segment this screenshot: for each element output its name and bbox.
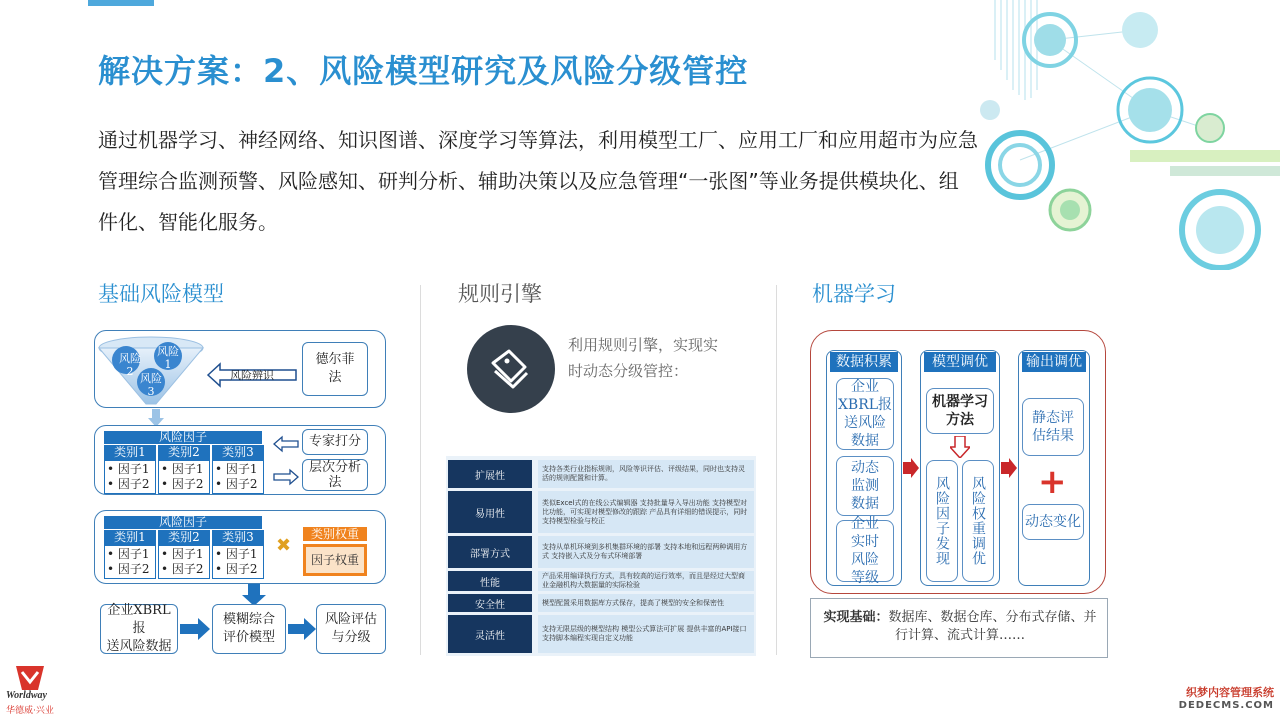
rule-row [448,594,754,612]
rule-row [448,460,754,488]
category-body [158,545,210,579]
ahp-box: 层次分析 法 [302,459,368,491]
foundation-label: 实现基础： [823,610,889,625]
category-column [212,530,264,579]
rule-row [448,571,754,591]
ml-method-box: 机器学习 方法 [926,388,994,434]
rule-row-label: 灵活性 [448,615,532,653]
rule-row-label: 安全性 [448,594,532,612]
column-divider [420,285,421,655]
factor-weight-frame [303,544,367,576]
static-result-box: 静态评 估结果 [1022,398,1084,456]
realtime-risk-box: 企业 实时 风险 等级 [836,520,894,582]
fuzzy-model-box: 模糊综合 评价模型 [212,604,286,654]
rule-row-desc: 支持各类行业指标规则，风险等识评估、评级结果，同时也支持灵活的规则配置和计算。 [538,460,754,488]
category-body [104,460,156,494]
category-column [158,445,210,494]
weight-tune-box: 风险权重调优 [962,460,994,582]
category-weight-box: 类别权重 [303,527,367,541]
delphi-box: 德尔菲 法 [302,342,368,396]
rule-row-label: 性能 [448,571,532,591]
factor-item: • 因子2 [215,562,258,576]
factor-item: • 因子1 [161,462,204,476]
rule-row-desc: 支持无限层级的模型结构 模型公式算法可扩展 提供丰富的API接口 支持脚本编程实现自定义功能 [538,615,754,653]
decorative-circles [960,0,1280,270]
right-arrow-icon [288,618,316,640]
column-divider [776,285,777,655]
factor-weight-box: 因子权重 [306,547,364,573]
multiply-icon: ✖ [276,535,292,556]
foundation-text: 数据库、数据仓库、分布式存储、并行计算、流式计算…… [888,610,1097,643]
watermark-line2: DEDECMS.COM [1178,700,1274,711]
rule-row-label: 易用性 [448,491,532,533]
down-arrow-icon [950,436,970,458]
right-arrow-icon [1001,458,1017,478]
rule-row-desc: 模型配置采用数据库方式保存，提高了模型的安全和保密性 [538,594,754,612]
rule-row-label: 部署方式 [448,536,532,568]
category-column [104,530,156,579]
left-arrows-icon [272,434,300,490]
rule-row [448,536,754,568]
category-head: 类别3 [212,530,264,545]
foundation-box [810,598,1108,658]
data-accumulation-title: 数据积累 [830,352,898,372]
down-arrow-icon [242,584,266,606]
rule-engine-desc: 利用规则引擎，实现实 时动态分级管控： [568,336,719,380]
output-tuning-title: 输出调优 [1022,352,1086,372]
funnel-label-risk3: 风险 3 [140,372,162,398]
rule-row [448,615,754,653]
rule-row-label: 扩展性 [448,460,532,488]
rule-row-desc: 产品采用编译执行方式，具有较高的运行效率，而且是经过大型商业金融机构大数据量的实际检验 [538,571,754,591]
category-head: 类别1 [104,445,156,460]
factor-item: • 因子2 [107,562,150,576]
category-head: 类别3 [212,445,264,460]
plus-icon: + [1038,462,1067,502]
risk-evaluation-box: 风险评估 与分级 [316,604,386,654]
right-arrow-icon [180,618,210,640]
section-title-rules: 规则引擎 [458,282,542,306]
watermark-line1: 织梦内容管理系统 [1186,686,1274,699]
risk-identify-label: 风险辨识 [230,369,274,382]
factor-item: • 因子2 [161,477,204,491]
expert-score-box: 专家打分 [302,429,368,455]
page-title: 解决方案：2、风险模型研究及风险分级管控 [98,52,749,90]
rule-row-desc: 支持从单机环境到多机集群环境的部署 支持本地和远程两种调用方式 支持嵌入式及分布式环境部署 [538,536,754,568]
category-body [212,460,264,494]
factor-item: • 因子1 [215,547,258,561]
logo-brand: Worldway [6,690,47,701]
category-column [158,530,210,579]
category-body [212,545,264,579]
category-column [212,445,264,494]
factor-item: • 因子1 [215,462,258,476]
rule-row-desc: 类似Excel式的在线公式编辑器 支持批量导入导出功能 支持模型对比功能，可实现对模型修改的跟踪 产品具有详细的错误提示，同时支持模型检验与校正 [538,491,754,533]
dynamic-monitor-box: 动态 监测 数据 [836,456,894,516]
section-title-basic: 基础风险模型 [98,282,224,306]
dynamic-change-box: 动态变化 [1022,504,1084,540]
category-column [104,445,156,494]
factor-item: • 因子2 [161,562,204,576]
company-logo-icon [8,664,52,692]
category-body [104,545,156,579]
rule-row [448,491,754,533]
category-head: 类别2 [158,445,210,460]
risk-factor-title: 风险因子 [104,431,262,444]
factor-item: • 因子1 [107,547,150,561]
enterprise-data-box: 企业XBRL报 送风险数据 [100,604,178,654]
factor-item: • 因子1 [107,462,150,476]
factor-item: • 因子1 [161,547,204,561]
funnel-label-risk2: 风险 2 [119,352,141,378]
tag-icon [487,345,535,393]
category-head: 类别1 [104,530,156,545]
risk-factor-title-2: 风险因子 [104,516,262,529]
category-head: 类别2 [158,530,210,545]
factor-item: • 因子2 [215,477,258,491]
logo-cn: 华德威·兴业 [6,706,54,716]
category-body [158,460,210,494]
section-title-ml: 机器学习 [812,282,896,306]
intro-paragraph: 通过机器学习、神经网络、知识图谱、深度学习等算法，利用模型工厂、应用工厂和应用超市为应急管理综合监测预警、风险感知、研判分析、辅助决策以及应急管理“一张图”等业务提供模块化、组件化、智能化服务。 [98,128,978,234]
enterprise-xbrl-box: 企业 XBRL报 送风险 数据 [837,379,893,449]
model-tuning-title: 模型调优 [924,352,996,372]
factor-discover-box: 风险因子发现 [926,460,958,582]
top-accent-bar [88,0,154,6]
factor-item: • 因子2 [107,477,150,491]
right-arrow-icon [903,458,919,478]
funnel-label-risk1: 风险 1 [157,345,179,371]
